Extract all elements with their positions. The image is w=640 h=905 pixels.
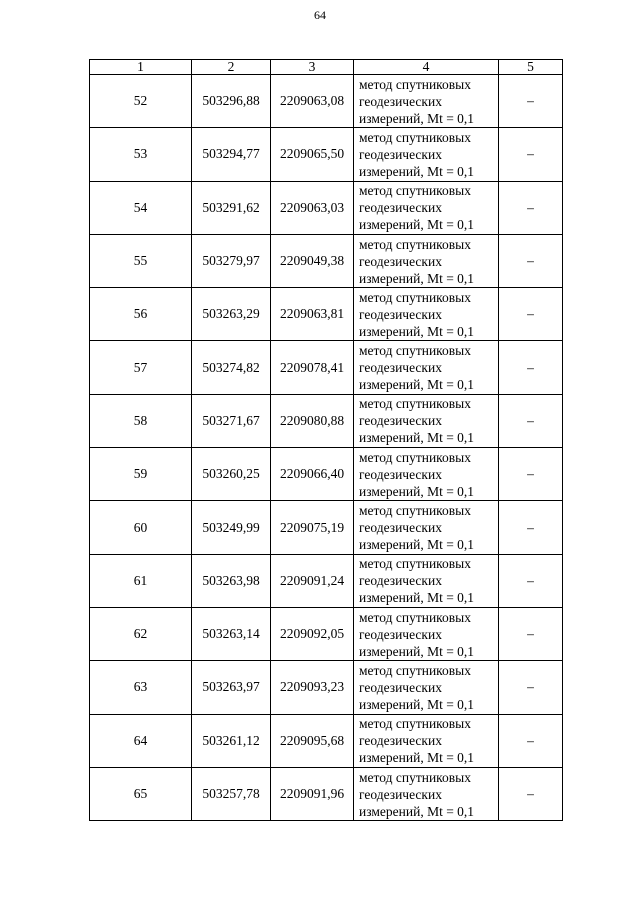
method-cell [354, 234, 499, 287]
note-cell: – [499, 448, 563, 501]
method-cell [354, 394, 499, 447]
method-line: геодезических [359, 520, 442, 536]
method-cell [354, 661, 499, 714]
note-cell: – [499, 234, 563, 287]
x-coordinate-cell: 503296,88 [192, 75, 271, 128]
note-cell: – [499, 767, 563, 820]
point-number-cell: 63 [90, 661, 192, 714]
column-header-4: 4 [354, 60, 499, 75]
note-cell: – [499, 501, 563, 554]
column-header-2: 2 [192, 60, 271, 75]
method-line: измерений, Mt = 0,1 [359, 217, 475, 233]
method-line: измерений, Mt = 0,1 [359, 377, 475, 393]
method-line: геодезических [359, 626, 442, 642]
y-coordinate-cell: 2209091,24 [271, 554, 354, 607]
point-number-cell: 61 [90, 554, 192, 607]
table-row [90, 607, 563, 660]
point-number-cell: 56 [90, 288, 192, 341]
method-line: метод спутниковых [359, 236, 471, 252]
method-cell [354, 181, 499, 234]
column-header-5: 5 [499, 60, 563, 75]
method-line: геодезических [359, 146, 442, 162]
method-line: измерений, Mt = 0,1 [359, 323, 475, 339]
x-coordinate-cell: 503263,29 [192, 288, 271, 341]
method-line: геодезических [359, 200, 442, 216]
table-row [90, 341, 563, 394]
method-line: измерений, Mt = 0,1 [359, 696, 475, 712]
point-number-cell: 57 [90, 341, 192, 394]
y-coordinate-cell: 2209080,88 [271, 394, 354, 447]
method-line: метод спутниковых [359, 716, 471, 732]
point-number-cell: 64 [90, 714, 192, 767]
y-coordinate-cell: 2209066,40 [271, 448, 354, 501]
note-cell: – [499, 288, 563, 341]
method-cell [354, 607, 499, 660]
method-line: измерений, Mt = 0,1 [359, 590, 475, 606]
method-line: метод спутниковых [359, 76, 471, 92]
method-line: измерений, Mt = 0,1 [359, 803, 475, 819]
method-cell [354, 501, 499, 554]
point-number-cell: 65 [90, 767, 192, 820]
method-line: геодезических [359, 733, 442, 749]
table-row [90, 501, 563, 554]
method-line: измерений, Mt = 0,1 [359, 110, 475, 126]
method-cell [354, 448, 499, 501]
point-number-cell: 60 [90, 501, 192, 554]
method-cell [354, 341, 499, 394]
x-coordinate-cell: 503257,78 [192, 767, 271, 820]
x-coordinate-cell: 503260,25 [192, 448, 271, 501]
y-coordinate-cell: 2209093,23 [271, 661, 354, 714]
note-cell: – [499, 75, 563, 128]
coordinates-table [89, 59, 563, 821]
method-line: геодезических [359, 306, 442, 322]
table-row [90, 75, 563, 128]
method-line: метод спутниковых [359, 556, 471, 572]
x-coordinate-cell: 503261,12 [192, 714, 271, 767]
y-coordinate-cell: 2209091,96 [271, 767, 354, 820]
method-line: геодезических [359, 573, 442, 589]
note-cell: – [499, 341, 563, 394]
table-row [90, 448, 563, 501]
note-cell: – [499, 661, 563, 714]
method-line: геодезических [359, 360, 442, 376]
method-line: метод спутниковых [359, 609, 471, 625]
method-line: геодезических [359, 786, 442, 802]
point-number-cell: 55 [90, 234, 192, 287]
y-coordinate-cell: 2209078,41 [271, 341, 354, 394]
note-cell: – [499, 607, 563, 660]
column-header-3: 3 [271, 60, 354, 75]
method-line: метод спутниковых [359, 503, 471, 519]
table-row [90, 661, 563, 714]
table-row [90, 554, 563, 607]
method-cell [354, 75, 499, 128]
method-line: метод спутниковых [359, 129, 471, 145]
x-coordinate-cell: 503263,14 [192, 607, 271, 660]
y-coordinate-cell: 2209095,68 [271, 714, 354, 767]
x-coordinate-cell: 503294,77 [192, 128, 271, 181]
method-line: измерений, Mt = 0,1 [359, 430, 475, 446]
point-number-cell: 59 [90, 448, 192, 501]
x-coordinate-cell: 503263,98 [192, 554, 271, 607]
y-coordinate-cell: 2209075,19 [271, 501, 354, 554]
method-line: геодезических [359, 413, 442, 429]
table-row [90, 767, 563, 820]
x-coordinate-cell: 503274,82 [192, 341, 271, 394]
table-header-row [90, 60, 563, 75]
method-cell [354, 554, 499, 607]
method-cell [354, 128, 499, 181]
method-line: метод спутниковых [359, 769, 471, 785]
point-number-cell: 52 [90, 75, 192, 128]
method-line: измерений, Mt = 0,1 [359, 163, 475, 179]
method-line: метод спутниковых [359, 449, 471, 465]
point-number-cell: 53 [90, 128, 192, 181]
column-header-1: 1 [90, 60, 192, 75]
y-coordinate-cell: 2209065,50 [271, 128, 354, 181]
x-coordinate-cell: 503249,99 [192, 501, 271, 554]
method-line: геодезических [359, 93, 442, 109]
method-line: метод спутниковых [359, 662, 471, 678]
note-cell: – [499, 181, 563, 234]
method-line: метод спутниковых [359, 289, 471, 305]
method-line: метод спутниковых [359, 396, 471, 412]
y-coordinate-cell: 2209063,03 [271, 181, 354, 234]
method-line: измерений, Mt = 0,1 [359, 750, 475, 766]
note-cell: – [499, 714, 563, 767]
table-row [90, 394, 563, 447]
point-number-cell: 54 [90, 181, 192, 234]
note-cell: – [499, 554, 563, 607]
y-coordinate-cell: 2209063,81 [271, 288, 354, 341]
note-cell: – [499, 394, 563, 447]
method-line: геодезических [359, 253, 442, 269]
point-number-cell: 62 [90, 607, 192, 660]
x-coordinate-cell: 503263,97 [192, 661, 271, 714]
table-row [90, 288, 563, 341]
page-number: 64 [314, 8, 326, 22]
method-line: геодезических [359, 466, 442, 482]
method-cell [354, 767, 499, 820]
point-number-cell: 58 [90, 394, 192, 447]
table-body [90, 75, 563, 821]
method-line: измерений, Mt = 0,1 [359, 270, 475, 286]
method-line: метод спутниковых [359, 183, 471, 199]
method-line: геодезических [359, 679, 442, 695]
method-line: измерений, Mt = 0,1 [359, 643, 475, 659]
method-line: измерений, Mt = 0,1 [359, 483, 475, 499]
x-coordinate-cell: 503279,97 [192, 234, 271, 287]
table-row [90, 181, 563, 234]
table-row [90, 128, 563, 181]
method-line: измерений, Mt = 0,1 [359, 537, 475, 553]
method-line: метод спутниковых [359, 343, 471, 359]
method-cell [354, 288, 499, 341]
y-coordinate-cell: 2209049,38 [271, 234, 354, 287]
x-coordinate-cell: 503271,67 [192, 394, 271, 447]
table-row [90, 234, 563, 287]
note-cell: – [499, 128, 563, 181]
table-row [90, 714, 563, 767]
method-cell [354, 714, 499, 767]
x-coordinate-cell: 503291,62 [192, 181, 271, 234]
y-coordinate-cell: 2209063,08 [271, 75, 354, 128]
y-coordinate-cell: 2209092,05 [271, 607, 354, 660]
